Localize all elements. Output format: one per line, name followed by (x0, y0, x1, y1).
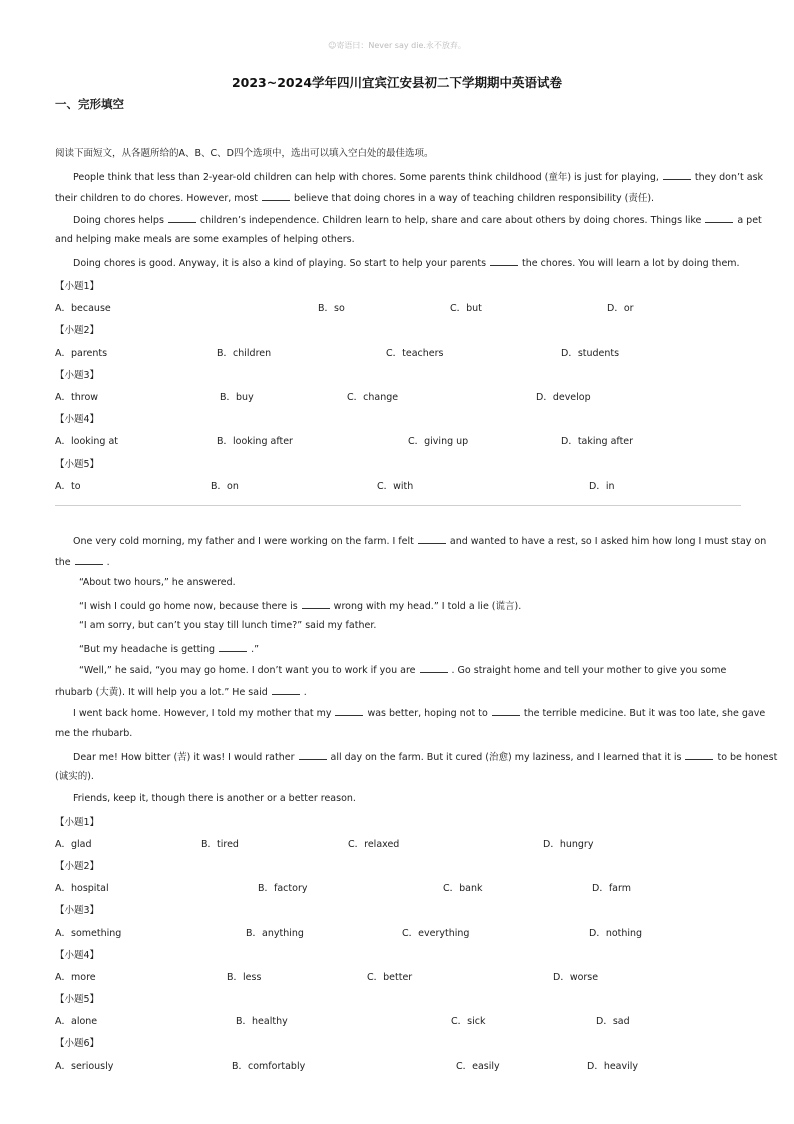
option-b[interactable]: B．healthy (236, 1016, 288, 1027)
answer-blank (299, 750, 327, 760)
option-b[interactable]: B．buy (220, 392, 254, 403)
option-d[interactable]: D．worse (553, 972, 599, 983)
passage-line (73, 213, 762, 227)
option-d[interactable]: D．farm (592, 883, 631, 894)
text: “Well,” he said, “you may go home. I don’t want you to work if you are (79, 665, 416, 676)
text: the (55, 557, 71, 568)
option-c[interactable]: C．better (367, 972, 413, 983)
answer-blank (168, 213, 196, 223)
option-a[interactable]: A．parents (55, 348, 108, 359)
text: all day on the farm. But it cured (治愈) my laziness, and I learned that it is (330, 752, 682, 763)
option-c[interactable]: C．bank (443, 883, 483, 894)
option-d[interactable]: D．hungry (543, 839, 594, 850)
question-label: 【小题3】 (55, 905, 100, 916)
text: the terrible medicine. But it was too late, she gave (523, 708, 766, 719)
option-d[interactable]: D．or (607, 303, 634, 314)
question-label: 【小题3】 (55, 370, 100, 381)
question-label: 【小题5】 (55, 994, 100, 1005)
text: “But my headache is getting (79, 644, 216, 655)
option-d[interactable]: D．taking after (561, 436, 634, 447)
passage-line (55, 191, 654, 205)
option-d[interactable]: D．heavily (587, 1061, 639, 1072)
passage-line: “About two hours,” he answered. (79, 577, 236, 588)
option-c[interactable]: C．easily (456, 1061, 500, 1072)
section-divider (55, 505, 741, 506)
document-title: 2023~2024学年四川宜宾江安县初二下学期期中英语试卷 (231, 75, 563, 90)
text: and wanted to have a rest, so I asked him how long I must stay on (449, 536, 767, 547)
option-d[interactable]: D．sad (596, 1016, 630, 1027)
option-d[interactable]: D．students (561, 348, 620, 359)
answer-blank (685, 750, 713, 760)
question-label: 【小题2】 (55, 861, 100, 872)
option-a[interactable]: A．something (55, 928, 122, 939)
passage-line: “I am sorry, but can’t you stay till lunch time?” said my father. (79, 620, 377, 631)
option-c[interactable]: C．giving up (408, 436, 469, 447)
question-label: 【小题2】 (55, 325, 100, 336)
passage-line: Friends, keep it, though there is another or a better reason. (73, 793, 356, 804)
option-a[interactable]: A．throw (55, 392, 99, 403)
answer-blank (418, 534, 446, 544)
text: the chores. You will learn a lot by doing them. (522, 258, 740, 269)
question-label: 【小题1】 (55, 817, 100, 828)
text: .” (251, 644, 260, 655)
text: People think that less than 2-year-old children can help with chores. Some parents think childhood (童年) is just for playing, (73, 172, 659, 183)
option-a[interactable]: A．to (55, 481, 81, 492)
answer-blank (492, 706, 520, 716)
answer-blank (262, 191, 290, 201)
option-b[interactable]: B．factory (258, 883, 308, 894)
motto-header: ☺寄语曰：Never say die.永不放弃。 (328, 41, 466, 50)
answer-blank (663, 170, 691, 180)
text: . Go straight home and tell your mother to give you some (451, 665, 727, 676)
option-d[interactable]: D．in (589, 481, 615, 492)
text: rhubarb (大黄). It will help you a lot.” He said (55, 687, 268, 698)
question-label: 【小题4】 (55, 414, 100, 425)
text: Dear me! How bitter (苦) it was! I would rather (73, 752, 295, 763)
text: “I wish I could go home now, because there is (79, 601, 298, 612)
passage-line (73, 170, 763, 184)
text: One very cold morning, my father and I were working on the farm. I felt (73, 536, 414, 547)
answer-blank (335, 706, 363, 716)
passage-line (73, 706, 765, 720)
option-c[interactable]: C．change (347, 392, 399, 403)
passage-line (73, 534, 766, 548)
passage-line (79, 663, 726, 677)
passage-line: (诚实的). (55, 771, 94, 782)
question-label: 【小题6】 (55, 1038, 100, 1049)
answer-blank (490, 256, 518, 266)
passage-line (79, 599, 521, 613)
passage-line (73, 256, 740, 270)
answer-blank (272, 685, 300, 695)
option-b[interactable]: B．looking after (217, 436, 293, 447)
text: I went back home. However, I told my mother that my (73, 708, 332, 719)
option-b[interactable]: B．comfortably (232, 1061, 306, 1072)
answer-blank (219, 642, 247, 652)
text: Doing chores helps (73, 215, 164, 226)
option-b[interactable]: B．so (318, 303, 345, 314)
passage-line: me the rhubarb. (55, 728, 133, 739)
passage-line (79, 642, 259, 656)
text: . (106, 557, 110, 568)
text: their children to do chores. However, most (55, 193, 259, 204)
passage-line (73, 750, 777, 764)
option-b[interactable]: B．tired (201, 839, 239, 850)
option-a[interactable]: A．glad (55, 839, 92, 850)
question-label: 【小题4】 (55, 950, 100, 961)
option-a[interactable]: A．because (55, 303, 111, 314)
option-a[interactable]: A．looking at (55, 436, 119, 447)
text: they don’t ask (694, 172, 764, 183)
instruction: 阅读下面短文，从各题所给的A、B、C、D四个选项中，选出可以填入空白处的最佳选项。 (55, 148, 434, 159)
passage-line: and helping make meals are some examples of helping others. (55, 234, 355, 245)
text: . (303, 687, 307, 698)
option-b[interactable]: B．anything (246, 928, 304, 939)
text: a pet (737, 215, 762, 226)
text: Doing chores is good. Anyway, it is also a kind of playing. So start to help your parents (73, 258, 487, 269)
answer-blank (302, 599, 330, 609)
section-heading: 一、完形填空 (55, 97, 124, 111)
answer-blank (705, 213, 733, 223)
question-label: 【小题1】 (55, 281, 100, 292)
option-c[interactable]: C．but (450, 303, 482, 314)
option-c[interactable]: C．teachers (386, 348, 444, 359)
passage-line (55, 685, 307, 699)
option-a[interactable]: A．hospital (55, 883, 109, 894)
option-b[interactable]: B．on (211, 481, 239, 492)
answer-blank (420, 663, 448, 673)
option-c[interactable]: C．relaxed (348, 839, 400, 850)
answer-blank (75, 555, 103, 565)
text: believe that doing chores in a way of teaching children responsibility (责任). (294, 193, 655, 204)
option-d[interactable]: D．develop (536, 392, 591, 403)
option-c[interactable]: C．with (377, 481, 414, 492)
text: wrong with my head.” I told a lie (谎言). (333, 601, 522, 612)
option-c[interactable]: C．sick (451, 1016, 486, 1027)
question-label: 【小题5】 (55, 459, 100, 470)
text: to be honest (717, 752, 778, 763)
option-a[interactable]: A．seriously (55, 1061, 114, 1072)
option-b[interactable]: B．less (227, 972, 262, 983)
option-a[interactable]: A．more (55, 972, 96, 983)
option-c[interactable]: C．everything (402, 928, 470, 939)
text: was better, hoping not to (367, 708, 488, 719)
option-d[interactable]: D．nothing (589, 928, 643, 939)
passage-line (55, 555, 110, 569)
text: children’s independence. Children learn to help, share and care about others by doing chores. Things like (199, 215, 702, 226)
option-b[interactable]: B．children (217, 348, 272, 359)
option-a[interactable]: A．alone (55, 1016, 98, 1027)
